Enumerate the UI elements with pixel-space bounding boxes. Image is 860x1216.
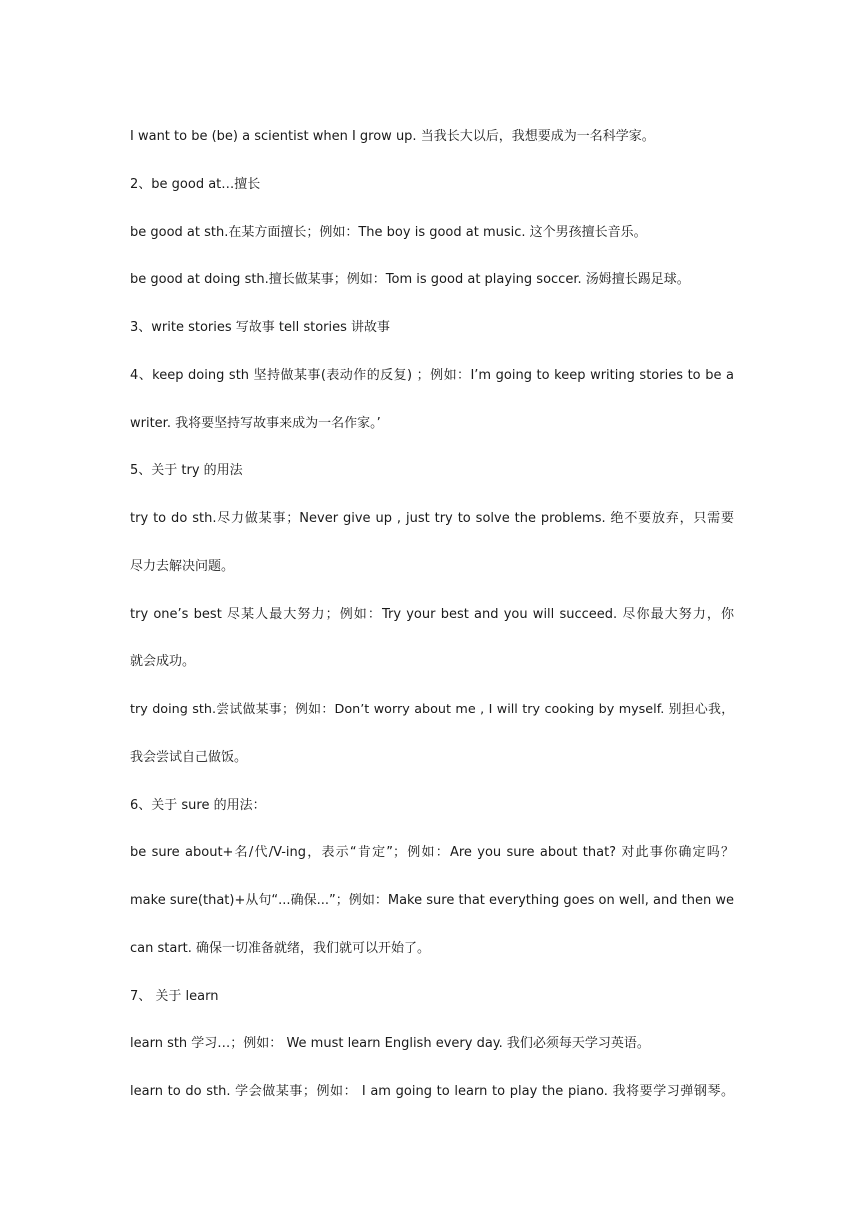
text-line: try to do sth.尽力做某事；Never give up , just try to solve the problems. 绝不要放弃，只需要 [130, 511, 734, 526]
text-line: try doing sth.尝试做某事；例如：Don’t worry about me , I will try cooking by myself. 别担心我， [130, 702, 734, 717]
text-line: try one’s best 尽某人最大努力；例如：Try your best and you will succeed. 尽你最大努力，你 [130, 606, 734, 622]
text-line: make sure(that)+从句“...确保...”；例如：Make sure that everything goes on well, and then we [130, 893, 734, 908]
text-line: 7、 关于 learn [130, 988, 219, 1004]
text-line: 3、write stories 写故事 tell stories 讲故事 [130, 320, 391, 335]
text-line: 尽力去解决问题。 [130, 558, 235, 574]
text-line: learn to do sth. 学会做某事；例如： I am going to learn to play the piano. 我将要学习弹钢琴。 [130, 1084, 734, 1099]
text-line: 我会尝试自己做饭。 [130, 749, 248, 765]
text-line: learn sth 学习…；例如： We must learn English every day. 我们必须每天学习英语。 [130, 1036, 650, 1052]
text-line: be good at sth.在某方面擅长；例如：The boy is good at music. 这个男孩擅长音乐。 [130, 224, 647, 240]
text-line: 6、关于 sure 的用法： [130, 797, 266, 813]
text-line: writer. 我将要坚持写故事来成为一名作家。’ [130, 415, 381, 431]
text-line: I want to be (be) a scientist when I grow up. 当我长大以后，我想要成为一名科学家。 [130, 129, 655, 144]
document-body [130, 123, 734, 1126]
text-line: 4、keep doing sth 坚持做某事(表动作的反复) ；例如：I’m going to keep writing stories to be a [130, 367, 734, 383]
text-line: can start. 确保一切准备就绪，我们就可以开始了。 [130, 940, 431, 956]
text-line: 5、关于 try 的用法 [130, 463, 243, 479]
text-line: 2、be good at…擅长 [130, 176, 261, 192]
text-line: be good at doing sth.擅长做某事；例如：Tom is good at playing soccer. 汤姆擅长踢足球。 [130, 272, 690, 288]
text-line: be sure about+名/代/V-ing，表示“肯定”；例如：Are you sure about that? 对此事你确定吗？ [130, 845, 734, 861]
text-line: 就会成功。 [130, 654, 196, 670]
